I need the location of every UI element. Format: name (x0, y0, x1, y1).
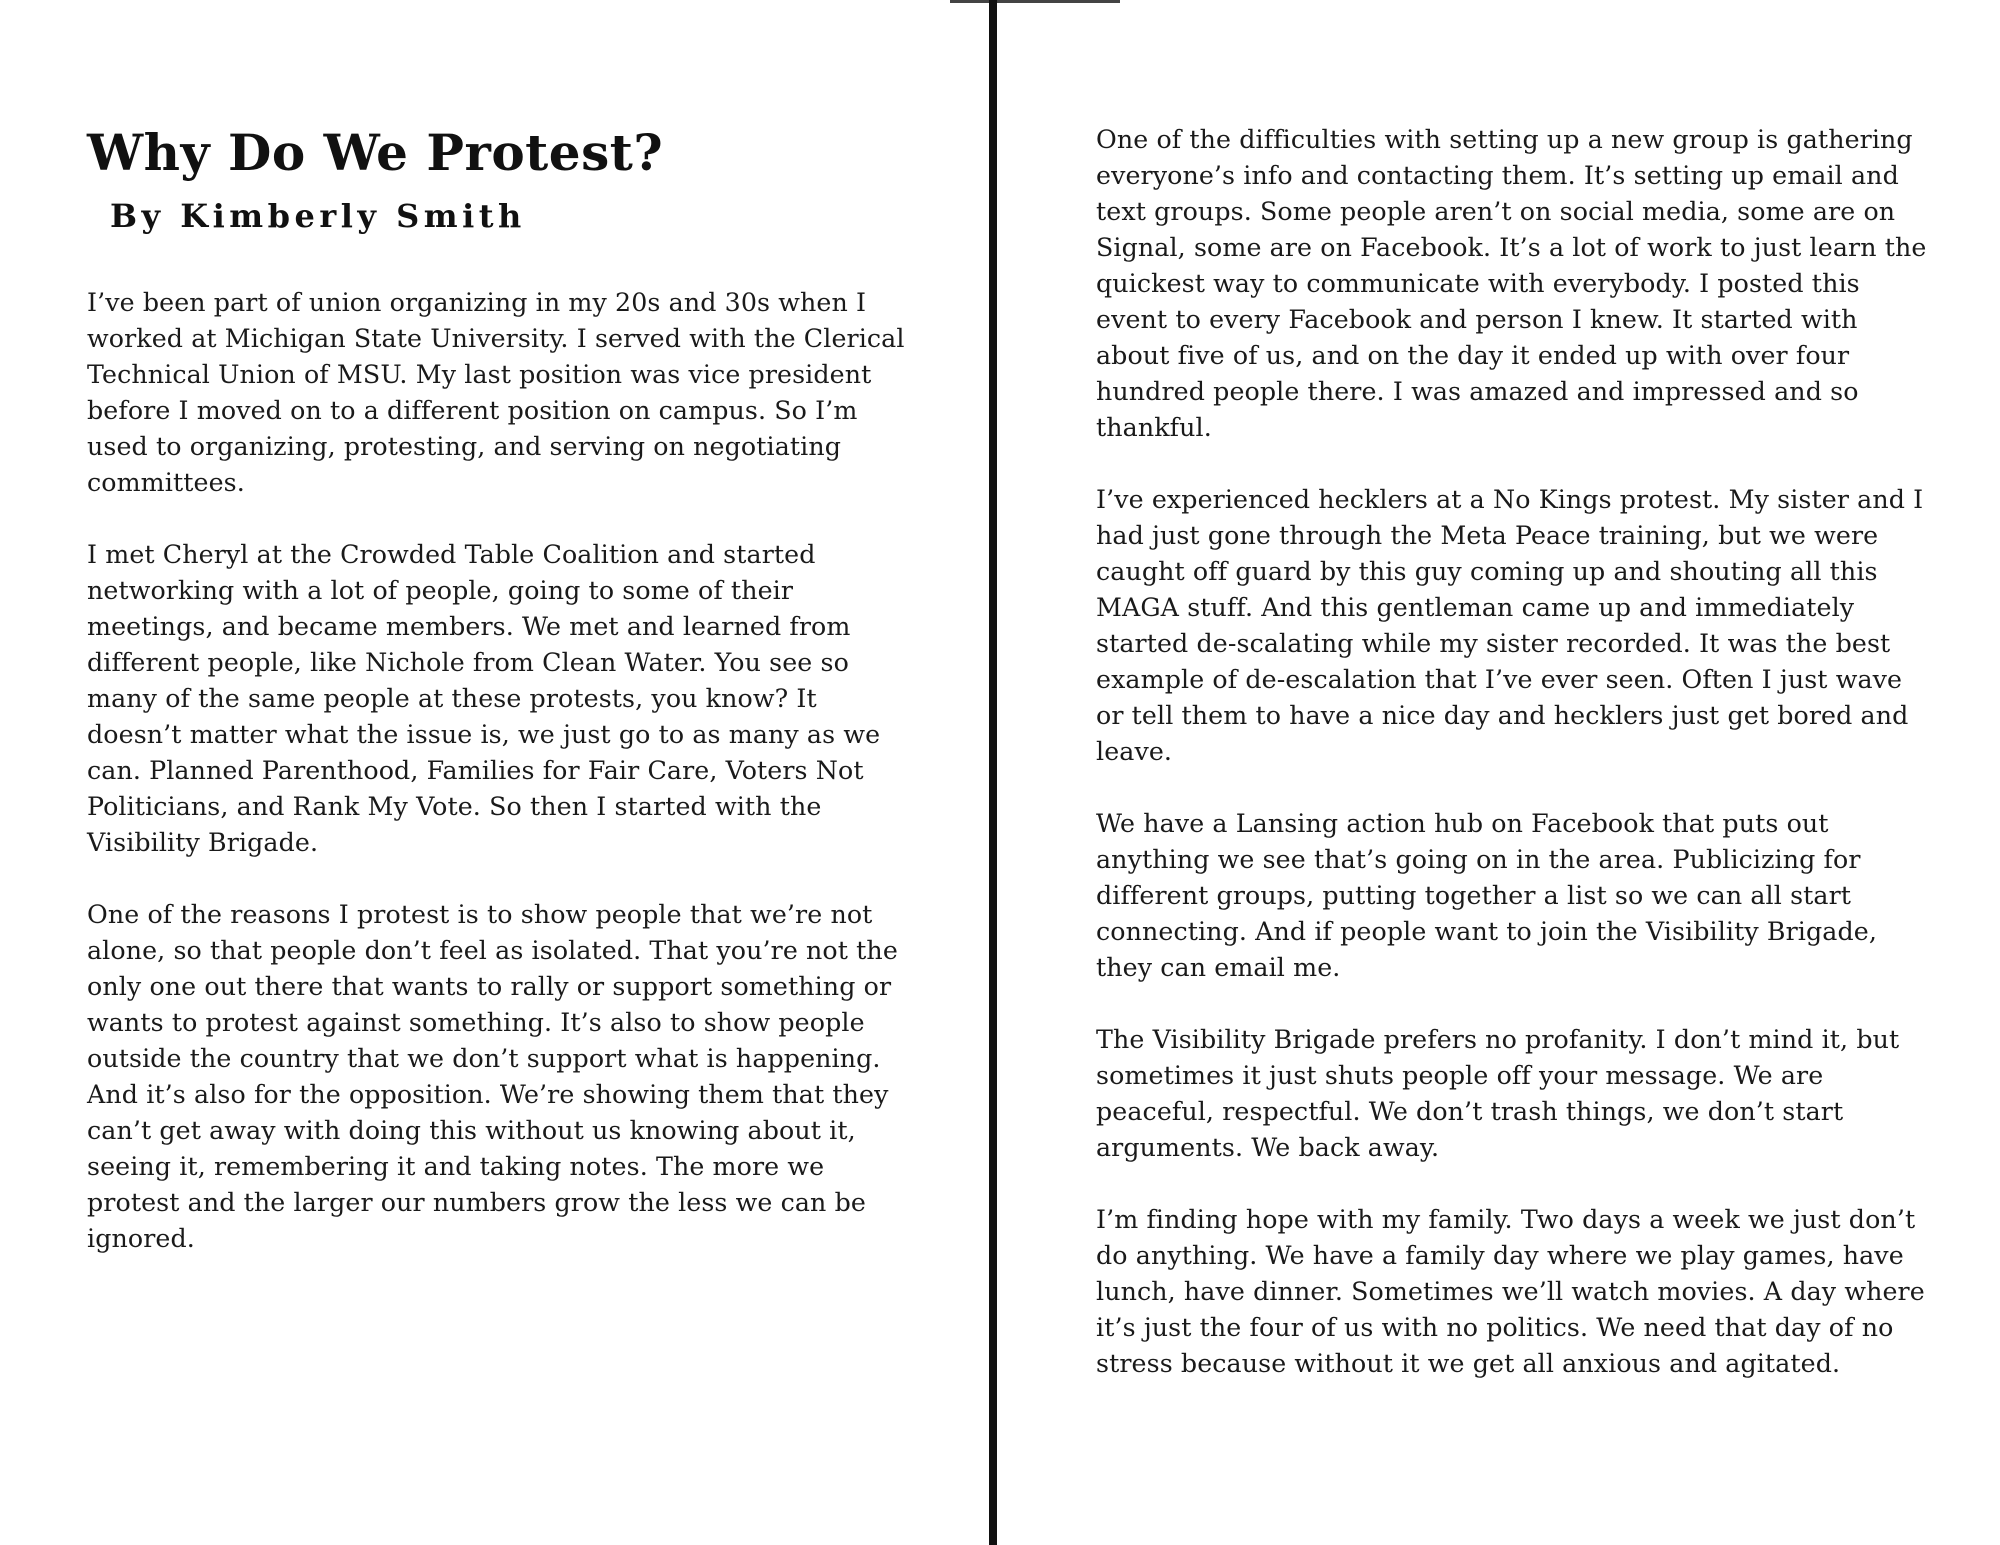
article-title: Why Do We Protest? (87, 123, 664, 182)
left-page (0, 0, 990, 1545)
right-column (1096, 122, 1936, 1418)
left-paragraph-3: One of the reasons I protest is to show people that we’re not alone, so that people don’t feel as isolated. That you’re not the only one out there that wants to rally or support something or wants to protest against something. It’s also to show people outside the country that we don’t support what is happening. And it’s also for the opposition. We’re showing them that they can’t get away with doing this without us knowing about it, seeing it, remembering it and taking notes. The more we protest and the larger our numbers grow the less we can be ignored. (87, 900, 898, 1253)
right-paragraph-3: We have a Lansing action hub on Facebook that puts out anything we see that’s going on in the area. Publicizing for different groups, putting together a list so we can all start connecting. And if people want to join the Visibility Brigade, they can email me. (1096, 809, 1877, 982)
right-paragraph-1: One of the difficulties with setting up a new group is gathering everyone’s info and contacting them. It’s setting up email and text groups. Some people aren’t on social media, some are on Signal, some are on Facebook. It’s a lot of work to just learn the quickest way to communicate with everybody. I posted this event to every Facebook and person I knew. It started with about five of us, and on the day it ended up with over four hundred people there. I was amazed and impressed and so thankful. (1096, 125, 1927, 442)
right-paragraph-2: I’ve experienced hecklers at a No Kings protest. My sister and I had just gone through the Meta Peace training, but we were caught off guard by this guy coming up and shouting all this MAGA stuff. And this gentleman came up and immediately started de-scalating while my sister recorded. It was the best example of de-escalation that I’ve ever seen. Often I just wave or tell them to have a nice day and hecklers just get bored and leave. (1096, 485, 1924, 766)
article-byline: By Kimberly Smith (110, 197, 526, 235)
right-paragraph-4: The Visibility Brigade prefers no profanity. I don’t mind it, but sometimes it just shuts people off your message. We are peaceful, respectful. We don’t trash things, we don’t start arguments. We back away. (1096, 1025, 1900, 1162)
left-paragraph-2: I met Cheryl at the Crowded Table Coalition and started networking with a lot of people, going to some of their meetings, and became members. We met and learned from different people, like Nichole from Clean Water. You see so many of the same people at these protests, you know? It doesn’t matter what the issue is, we just go to as many as we can. Planned Parenthood, Families for Fair Care, Voters Not Politicians, and Rank My Vote. So then I started with the Visibility Brigade. (87, 540, 881, 857)
left-paragraph-1: I’ve been part of union organizing in my 20s and 30s when I worked at Michigan State University. I served with the Clerical Technical Union of MSU. My last position was vice president before I moved on to a different position on campus. So I’m used to organizing, protesting, and serving on negotiating committees. (87, 288, 905, 497)
left-column (87, 285, 917, 1293)
right-paragraph-5: I’m finding hope with my family. Two days a week we just don’t do anything. We have a family day where we play games, have lunch, have dinner. Sometimes we’ll watch movies. A day where it’s just the four of us with no politics. We need that day of no stress because without it we get all anxious and agitated. (1096, 1205, 1925, 1378)
page-spine-divider (989, 0, 997, 1545)
